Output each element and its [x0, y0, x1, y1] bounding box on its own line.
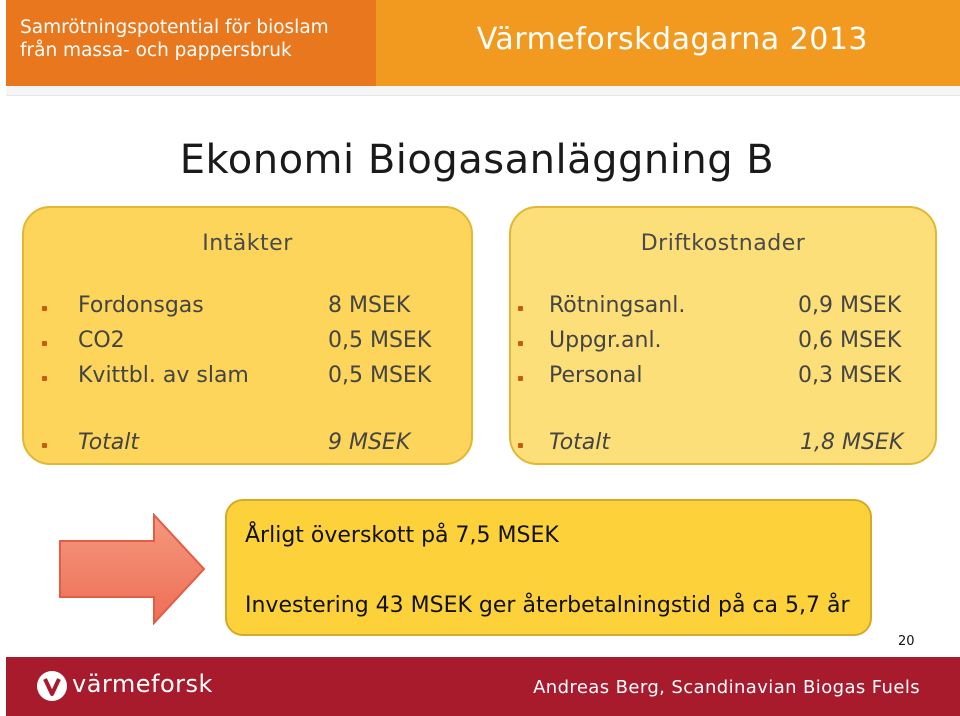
cost-item-label: Rötningsanl. [549, 293, 686, 318]
income-item-value: 0,5 MSEK [328, 363, 432, 388]
bullet-icon [518, 376, 523, 381]
bullet-icon [518, 306, 523, 311]
income-total-value: 9 MSEK [328, 430, 411, 455]
summary-box [225, 499, 872, 636]
bullet-icon [518, 443, 523, 448]
bullet-icon [42, 376, 47, 381]
income-item-value: 8 MSEK [328, 293, 411, 318]
bullet-icon [42, 341, 47, 346]
cost-item-label: Uppgr.anl. [549, 328, 662, 353]
annual-surplus-text: Årligt överskott på 7,5 MSEK [245, 523, 559, 548]
footer-author: Andreas Berg, Scandinavian Biogas Fuels [533, 677, 920, 698]
header-event-panel [376, 0, 960, 86]
header-divider [6, 86, 960, 96]
cost-total-label: Totalt [549, 430, 611, 455]
varmeforsk-logo-icon [36, 670, 68, 702]
right-arrow-icon [58, 513, 208, 625]
bullet-icon [42, 443, 47, 448]
slide-footer [6, 657, 960, 716]
costs-heading: Driftkostnader [640, 231, 806, 256]
income-heading: Intäkter [202, 231, 293, 256]
income-item-label: Fordonsgas [78, 293, 204, 318]
bullet-icon [42, 306, 47, 311]
header-subtitle-line1: Samrötningspotential för bioslam [20, 17, 329, 38]
slide-header [0, 0, 960, 86]
header-subtitle-panel [6, 0, 376, 86]
income-total-label: Totalt [78, 430, 140, 455]
bullet-icon [518, 341, 523, 346]
cost-total-value: 1,8 MSEK [800, 430, 904, 455]
income-item-label: Kvittbl. av slam [78, 363, 249, 388]
cost-item-label: Personal [549, 363, 643, 388]
header-subtitle-line2: från massa- och pappersbruk [20, 40, 292, 61]
footer-brand: värmeforsk [72, 670, 213, 698]
cost-item-value: 0,3 MSEK [798, 363, 902, 388]
event-title: Värmeforskdagarna 2013 [476, 22, 868, 57]
slide-title: Ekonomi Biogasanläggning B [179, 137, 775, 183]
cost-item-value: 0,9 MSEK [798, 293, 902, 318]
payback-text: Investering 43 MSEK ger återbetalningstid på ca 5,7 år [245, 593, 850, 618]
cost-item-value: 0,6 MSEK [798, 328, 902, 353]
income-item-value: 0,5 MSEK [328, 328, 432, 353]
page-number: 20 [898, 634, 915, 649]
income-item-label: CO2 [78, 328, 125, 353]
